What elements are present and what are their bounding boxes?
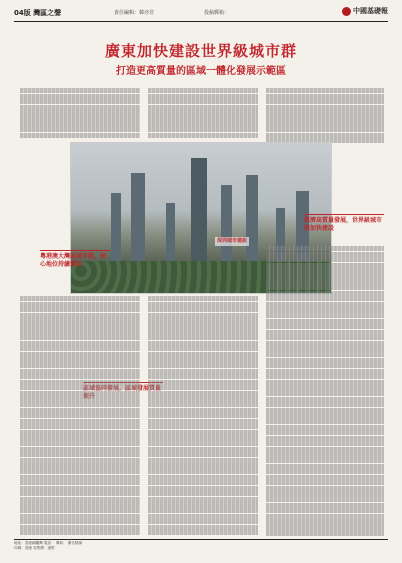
body-column-3 [266,88,384,144]
pull-quote-text: 粵港澳大灣區城市群，核心地位持續鞏固 [40,253,107,268]
body-text-block [148,296,258,535]
editor-credit: 責任編輯：韓亦非 [114,10,155,16]
pull-quote-1 [40,250,110,269]
body-text-block [20,88,140,138]
page-header [14,6,388,20]
logo-icon [342,7,351,16]
newspaper-logo [328,6,388,20]
pull-quote-text: 區域協同發展，區域發展質量提升 [83,385,162,400]
body-column-2 [148,88,258,138]
submission-email: 投稿郵箱： [204,10,230,16]
footer-line-2: 印刷：香港 零售價：港幣 [14,546,55,550]
headline-subtitle: 打造更高質量的區域一體化發展示範區 [116,66,286,77]
footer-line-1: 地址：香港銅鑼灣 電話： 傳真： 廣告熱線： [14,541,86,545]
body-text-block [148,88,258,138]
body-text-block [20,296,140,535]
header-rule [14,21,388,22]
body-column-6 [266,246,384,536]
body-text-block [266,246,384,536]
body-column-4 [20,296,140,536]
page-section-label: 04版 灣區之聲 [14,9,62,17]
pull-quote-text: 經濟高質量發展，世界級城市群加快建設 [304,217,383,232]
headline-title: 廣東加快建設世界級城市群 [104,42,297,60]
body-column-1 [20,88,140,138]
body-column-5 [148,296,258,536]
page-footer [14,539,388,557]
body-text-block [266,88,384,143]
photo-caption: 深圳城市建設 [217,238,248,244]
pull-quote-3 [304,214,384,233]
brand-name: 中國基礎報 [353,7,388,15]
